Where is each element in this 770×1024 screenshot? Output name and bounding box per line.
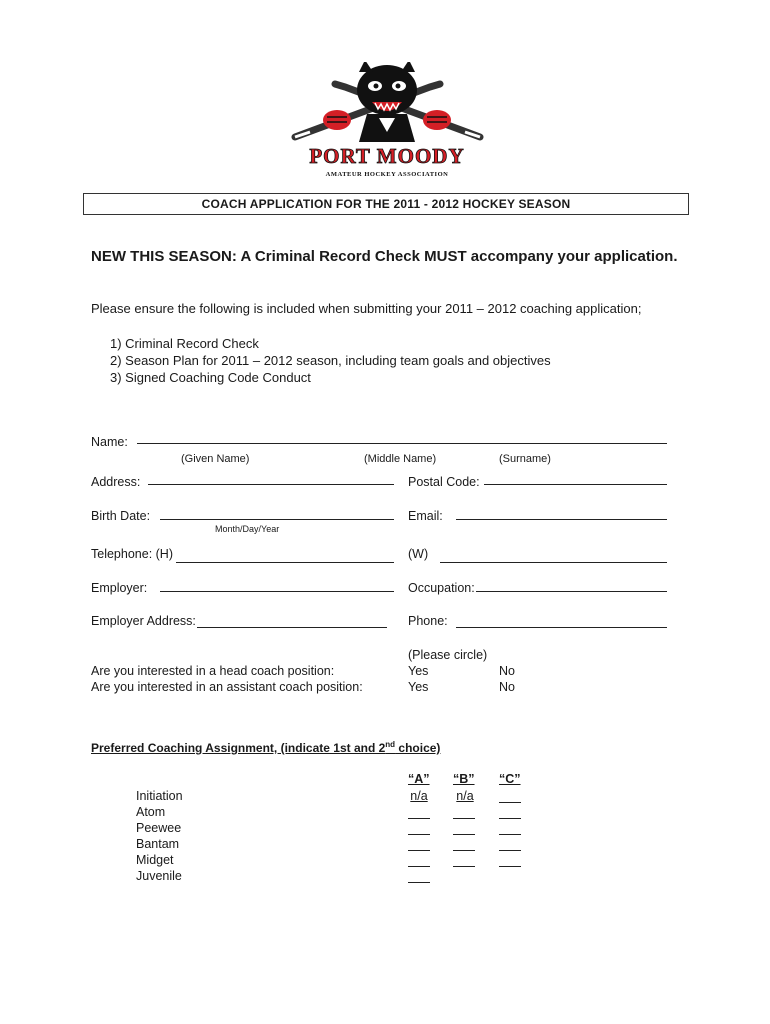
logo-subtext: AMATEUR HOCKEY ASSOCIATION <box>325 171 449 178</box>
birth-date-field[interactable] <box>160 519 394 520</box>
assignment-heading-sup: nd <box>385 740 396 749</box>
assignment-heading-text: Preferred Coaching Assignment, (indicate 1st and 2 <box>91 741 386 755</box>
requirements-list <box>110 335 551 386</box>
name-field[interactable] <box>137 443 667 444</box>
atom-a-blank[interactable] <box>408 818 430 819</box>
occupation-label: Occupation: <box>408 581 475 595</box>
telephone-field[interactable] <box>176 562 394 563</box>
level-midget: Midget <box>136 853 174 867</box>
juvenile-a-blank[interactable] <box>408 882 430 883</box>
birth-date-label: Birth Date: <box>91 509 151 523</box>
requirement-item: 3) Signed Coaching Code Conduct <box>110 370 311 385</box>
head-coach-no[interactable]: No <box>499 664 515 678</box>
initiation-b-na: n/a <box>456 789 474 803</box>
head-coach-yes[interactable]: Yes <box>408 664 429 678</box>
middle-name-hint: (Middle Name) <box>364 453 437 465</box>
port-moody-logo <box>255 62 520 182</box>
requirement-item: 2) Season Plan for 2011 – 2012 season, including team goals and objectives <box>110 353 551 368</box>
telephone-label: Telephone: (H) <box>91 547 173 561</box>
midget-b-blank[interactable] <box>453 866 475 867</box>
employer-label: Employer: <box>91 581 148 595</box>
please-circle-note: (Please circle) <box>408 648 488 662</box>
phone-label: Phone: <box>408 614 448 628</box>
postal-code-field[interactable] <box>484 484 667 485</box>
peewee-c-blank[interactable] <box>499 834 521 835</box>
employer-field[interactable] <box>160 591 394 592</box>
initiation-a-na: n/a <box>410 789 428 803</box>
given-name-hint: (Given Name) <box>181 453 250 465</box>
midget-c-blank[interactable] <box>499 866 521 867</box>
email-label: Email: <box>408 509 443 523</box>
intro-paragraph: Please ensure the following is included when submitting your 2011 – 2012 coaching application; <box>91 301 642 316</box>
address-field[interactable] <box>148 484 394 485</box>
initiation-c-blank[interactable] <box>499 802 521 803</box>
surname-hint: (Surname) <box>499 453 551 465</box>
level-bantam: Bantam <box>136 837 180 851</box>
phone-field[interactable] <box>456 627 667 628</box>
head-coach-question: Are you interested in a head coach position: <box>91 664 335 678</box>
occupation-field[interactable] <box>476 591 667 592</box>
logo-text: PORT MOODY <box>309 144 465 168</box>
bantam-c-blank[interactable] <box>499 850 521 851</box>
bantam-b-blank[interactable] <box>453 850 475 851</box>
atom-c-blank[interactable] <box>499 818 521 819</box>
postal-code-label: Postal Code: <box>408 475 480 489</box>
work-phone-field[interactable] <box>440 562 667 563</box>
bantam-a-blank[interactable] <box>408 850 430 851</box>
level-initiation: Initiation <box>136 789 183 803</box>
employer-address-label: Employer Address: <box>91 614 196 628</box>
assistant-coach-no[interactable]: No <box>499 680 515 694</box>
level-juvenile: Juvenile <box>136 869 182 883</box>
level-peewee: Peewee <box>136 821 182 835</box>
birth-date-hint: Month/Day/Year <box>215 524 280 534</box>
assignment-heading <box>91 740 440 755</box>
work-phone-label: (W) <box>408 547 429 561</box>
notice-heading: NEW THIS SEASON: A Criminal Record Check MUST accompany your application. <box>91 248 678 265</box>
midget-a-blank[interactable] <box>408 866 430 867</box>
atom-b-blank[interactable] <box>453 818 475 819</box>
column-c-header: “C” <box>499 772 521 786</box>
document-title: COACH APPLICATION FOR THE 2011 - 2012 HOCKEY SEASON <box>83 193 689 215</box>
assistant-coach-question: Are you interested in an assistant coach position: <box>91 680 363 694</box>
column-a-header: “A” <box>408 772 430 786</box>
assistant-coach-yes[interactable]: Yes <box>408 680 429 694</box>
level-atom: Atom <box>136 805 166 819</box>
address-label: Address: <box>91 475 141 489</box>
name-label: Name: <box>91 435 128 449</box>
email-field[interactable] <box>456 519 667 520</box>
peewee-a-blank[interactable] <box>408 834 430 835</box>
requirement-item: 1) Criminal Record Check <box>110 336 259 351</box>
peewee-b-blank[interactable] <box>453 834 475 835</box>
column-b-header: “B” <box>453 772 475 786</box>
employer-address-field[interactable] <box>197 627 387 628</box>
assignment-heading-tail: choice) <box>395 741 441 755</box>
